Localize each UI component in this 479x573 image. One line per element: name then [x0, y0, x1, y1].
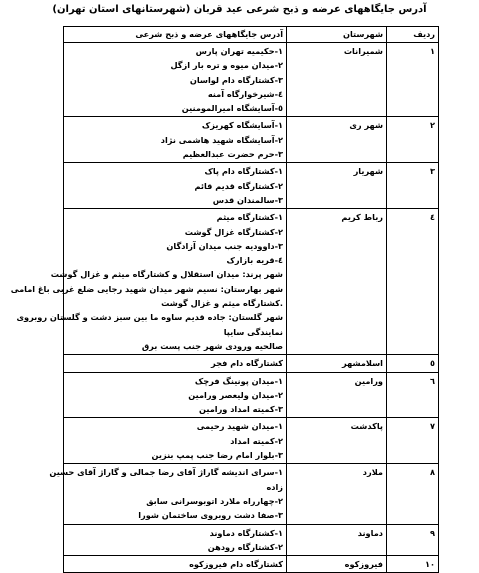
table-row — [64, 524, 439, 556]
city-name: شهر ری — [287, 117, 387, 163]
address-line: ٥-آسایشگاه امیرالمومنین — [181, 103, 283, 114]
address-line: ١-حکیمیه تهران پارس — [195, 46, 283, 56]
city-name: رباط کریم — [287, 209, 387, 355]
table-row — [64, 418, 439, 464]
address-line: ٣-کشتارگاه دام لواسان — [189, 74, 283, 85]
address-cell — [49, 464, 287, 524]
address-line: ٣-حرم حضرت عبدالعظیم — [182, 149, 283, 160]
table-row — [64, 163, 439, 209]
city-name: شهریار — [287, 163, 387, 209]
address-line: ٢-کشتارگاه غزال گوشت — [184, 226, 283, 237]
address-line: زاده — [266, 481, 283, 492]
address-line: ٢-آسایشگاه شهید هاشمی نژاد — [160, 134, 283, 145]
table-header-row — [64, 27, 439, 43]
row-number: ٢ — [387, 117, 439, 163]
address-cell — [64, 43, 287, 117]
address-line: ٣-کمیته امداد ورامین — [198, 404, 283, 415]
address-line: ٣-سالمندان قدس — [212, 194, 283, 205]
row-number: ٤ — [387, 209, 439, 355]
address-cell — [64, 418, 287, 464]
address-line: ٣-بلوار امام رضا جنب پمپ بنزین — [151, 450, 283, 461]
row-number: ٦ — [387, 372, 439, 418]
table-row — [64, 372, 439, 418]
header-num: ردیف — [387, 27, 439, 43]
row-number: ٥ — [387, 355, 439, 372]
address-line: ١-آسایشگاه کهریزک — [201, 120, 283, 131]
address-cell — [64, 556, 287, 573]
address-cell — [64, 524, 287, 556]
address-line: شهر بهارستان: نسیم شهر میدان شهید رجایی ضلع غربی باغ امامی — [10, 283, 283, 294]
address-cell — [64, 372, 287, 418]
address-line: ٤-شیرخوارگاه آمنه — [207, 88, 283, 99]
address-line: ٢-کشتارگاه قدیم قائم — [194, 180, 283, 191]
city-name: ملارد — [287, 464, 387, 524]
address-cell — [64, 355, 287, 372]
city-name: دماوند — [287, 524, 387, 556]
row-number: ٩ — [387, 524, 439, 556]
address-line: نمایندگی سایپا — [223, 326, 283, 337]
table-row — [64, 556, 439, 573]
table-row — [64, 43, 439, 117]
address-cell — [10, 209, 287, 355]
city-name: ورامین — [287, 372, 387, 418]
row-number: ٨ — [387, 464, 439, 524]
city-name: شمیرانات — [287, 43, 387, 117]
address-line: ٢-کشتارگاه رودهن — [207, 541, 283, 552]
table-row — [64, 355, 439, 372]
address-line: شهر گلستان: جاده قدیم ساوه ما بین سبز دشت و گلستان روبروی — [16, 312, 283, 323]
address-line: ١-کشتارگاه دام پاک — [204, 166, 283, 177]
city-name: پاکدشت — [287, 418, 387, 464]
address-line: ١-میدان شهید رحیمی — [196, 421, 283, 432]
address-line: .کشتارگاه میثم و غزال گوشت — [161, 298, 283, 309]
table-row — [64, 117, 439, 163]
address-line: ١-میدان پونینگ فرچک — [194, 375, 283, 386]
slaughter-locations-table — [10, 26, 439, 573]
address-line: ١-سرای اندیشه گاراژ آقای رضا جمالی و گاراژ آقای حسین — [49, 467, 283, 478]
document-title: آدرس جایگاههای عرضه و ذبح شرعی عید قربان (شهرستانهای استان تهران) — [52, 4, 427, 15]
header-city: شهرستان — [287, 27, 387, 43]
table-row — [64, 464, 439, 524]
city-name: اسلامشهر — [287, 355, 387, 372]
city-name: فیروزکوه — [287, 556, 387, 573]
address-line: ٢-چهارراه ملارد اتوبوسرانی سابق — [146, 495, 283, 506]
address-line: ٢-کمیته امداد — [230, 435, 283, 446]
row-number: ٧ — [387, 418, 439, 464]
row-number: ١ — [387, 43, 439, 117]
header-address: آدرس جایگاههای عرضه و ذبح شرعی — [64, 27, 287, 43]
address-line: کشتارگاه دام فجر — [211, 358, 283, 369]
row-number: ٣ — [387, 163, 439, 209]
address-line: شهر پرند: میدان استقلال و کشتارگاه میثم و غزال گوشت — [50, 269, 283, 280]
address-cell — [64, 163, 287, 209]
address-line: ١-کشتارگاه میثم — [216, 212, 283, 223]
row-number: ١٠ — [387, 556, 439, 573]
address-cell — [64, 117, 287, 163]
table-row — [64, 209, 439, 355]
address-line: صالحیه ورودی شهر جنب پست برق — [141, 340, 283, 351]
table-body — [10, 43, 439, 573]
address-line: ٢-میدان ولیعصر ورامین — [188, 389, 283, 400]
address-line: ١-کشتارگاه دماوند — [209, 527, 283, 538]
address-line: ٤-قریه بازارک — [226, 255, 283, 266]
address-line: ٣-صفا دشت روبروی ساختمان شورا — [138, 510, 283, 521]
address-line: ٣-داوودیه جنب میدان آزادگان — [166, 240, 283, 251]
address-line: ٢-میدان میوه و تره بار ازگل — [170, 60, 283, 71]
address-line: کشتارگاه دام فیروزکوه — [189, 559, 283, 570]
